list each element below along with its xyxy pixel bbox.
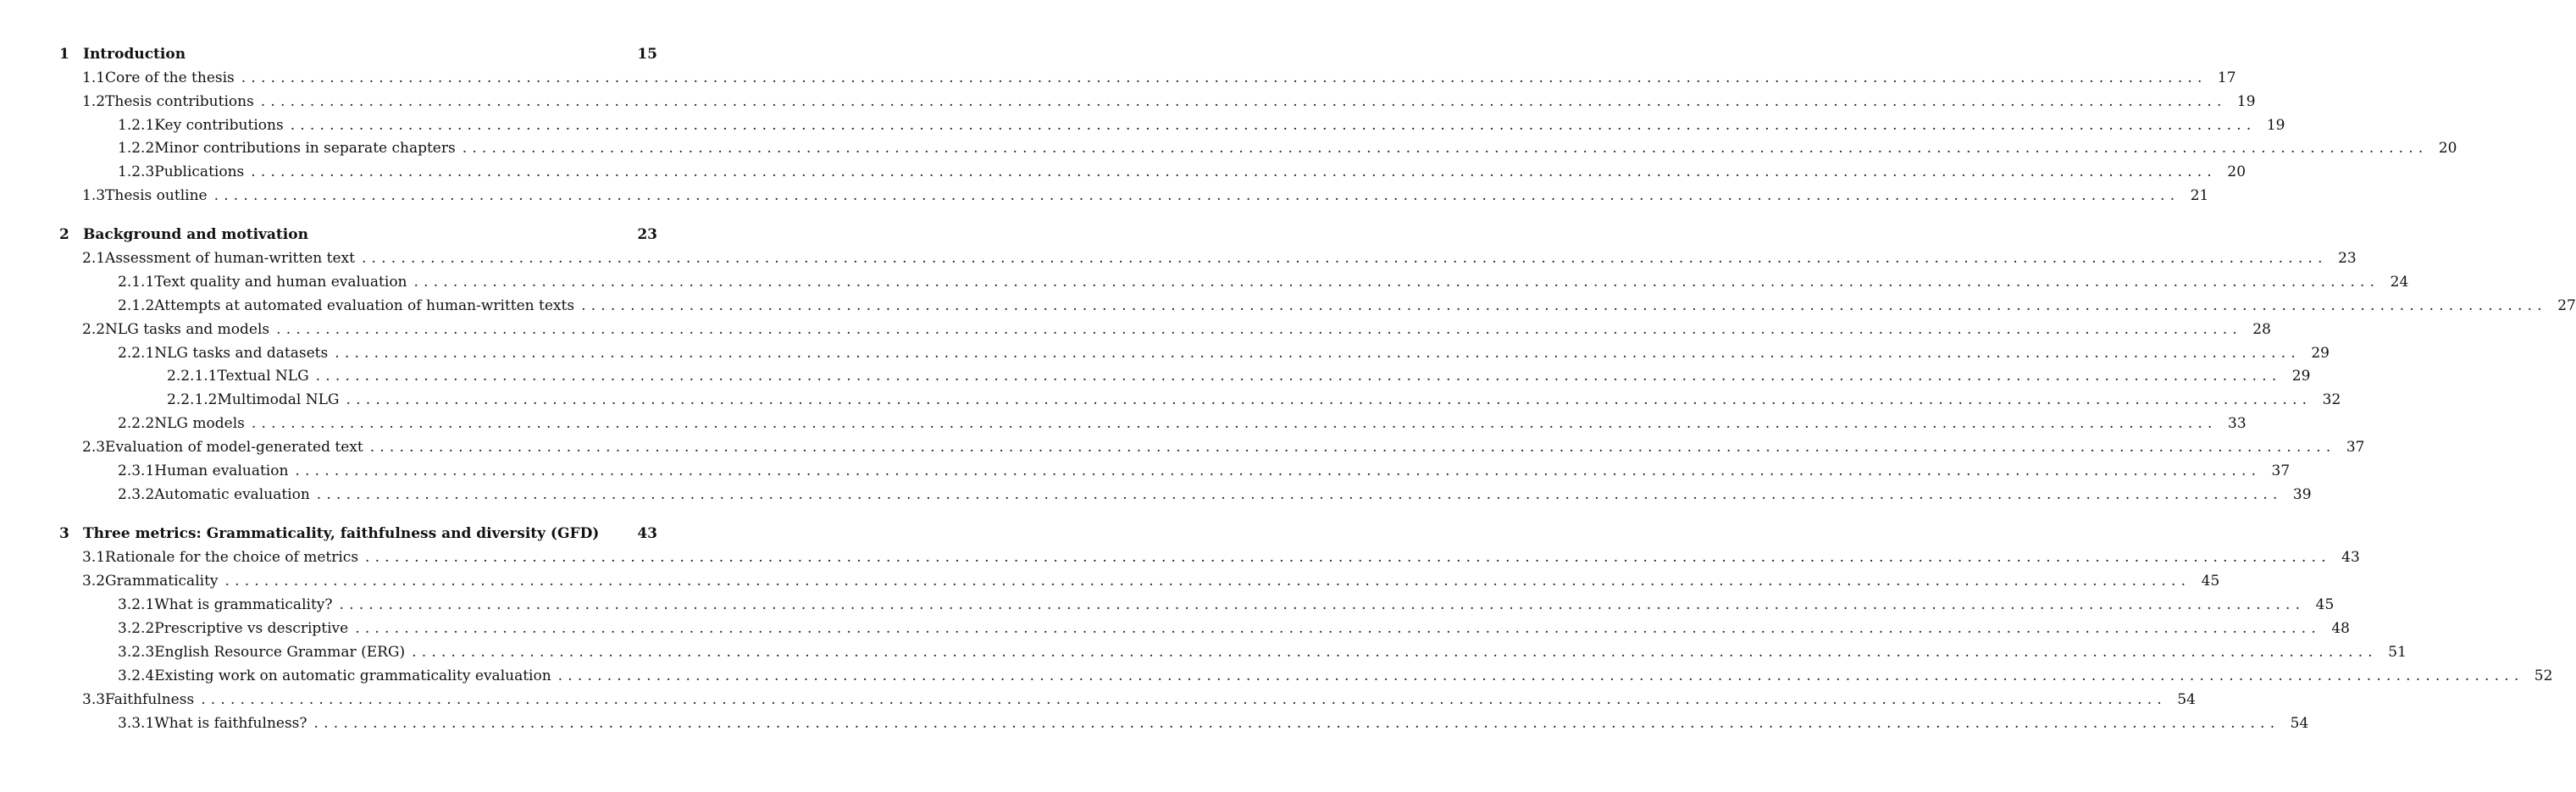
dot-leader: ........................................................................................................................................................................................................ <box>315 368 2282 385</box>
toc-entry-title: Multimodal NLG <box>217 391 340 408</box>
dot-leader: ........................................................................................................................................................................................................ <box>462 140 2429 157</box>
toc-entry-subsection[interactable] <box>118 642 2407 662</box>
toc-entry-page: 20 <box>2438 140 2457 157</box>
toc-entry-number: 1.2.3 <box>118 163 155 180</box>
dot-leader: ........................................................................................................................................................................................................ <box>361 250 2328 267</box>
toc-entry-title: Existing work on automatic grammaticality evaluation <box>154 667 551 684</box>
toc-entry-number: 3.3 <box>82 691 106 708</box>
toc-entry-page: 19 <box>2236 93 2256 110</box>
toc-entry-title: Text quality and human evaluation <box>154 274 407 291</box>
toc-entry-page: 45 <box>2315 596 2335 613</box>
toc-entry-subsection[interactable] <box>118 272 2409 292</box>
toc-entry-subsection[interactable] <box>118 162 2246 182</box>
toc-entry-title: English Resource Grammar (ERG) <box>154 644 406 661</box>
toc-entry-number: 2.1.1 <box>118 274 155 291</box>
toc-entry-subsection[interactable] <box>118 666 2553 686</box>
toc-entry-page: 45 <box>2201 573 2220 590</box>
toc-entry-subsection[interactable] <box>118 485 2312 505</box>
dot-leader: ........................................................................................................................................................................................................ <box>260 93 2227 110</box>
toc-entry-number: 3.3.1 <box>118 715 155 732</box>
toc-entry-subsection[interactable] <box>118 296 2576 316</box>
toc-entry-title: Core of the thesis <box>105 69 235 86</box>
toc-entry-page: 52 <box>2534 667 2553 684</box>
toc-entry-number: 2.2 <box>82 321 106 338</box>
toc-entry-title: Publications <box>154 163 245 180</box>
toc-entry-title: NLG tasks and datasets <box>154 345 329 362</box>
toc-entry-section[interactable] <box>82 690 2196 710</box>
toc-entry-number: 2 <box>59 226 69 243</box>
toc-entry-subsubsection[interactable] <box>167 366 2311 386</box>
toc-entry-section[interactable] <box>82 91 2256 112</box>
toc-entry-number: 1.2.2 <box>118 140 155 157</box>
toc-entry-title: Rationale for the choice of metrics <box>105 549 359 566</box>
toc-entry-title: NLG models <box>154 415 245 432</box>
toc-entry-page: 39 <box>2292 486 2312 503</box>
dot-leader: ........................................................................................................................................................................................................ <box>213 187 2180 204</box>
toc-entry-page: 24 <box>2390 274 2409 291</box>
toc-entry-number: 3.2 <box>82 573 106 590</box>
toc-entry-page: 28 <box>2252 321 2271 338</box>
toc-entry-subsection[interactable] <box>118 343 2329 363</box>
toc-entry-subsection[interactable] <box>118 618 2350 639</box>
toc-entry-page: 29 <box>2291 368 2311 385</box>
toc-entry-number: 1.2 <box>82 93 106 110</box>
toc-entry-title: What is faithfulness? <box>154 715 307 732</box>
dot-leader: ........................................................................................................................................................................................................ <box>295 462 2262 479</box>
toc-entry-page: 23 <box>637 226 657 243</box>
toc-entry-number: 3.2.3 <box>118 644 155 661</box>
toc-entry-subsubsection[interactable] <box>167 390 2341 410</box>
toc-entry-subsection[interactable] <box>118 595 2335 615</box>
toc-entry-chapter[interactable] <box>59 44 657 64</box>
toc-entry-page: 43 <box>637 525 657 542</box>
toc-entry-title: Human evaluation <box>154 462 289 479</box>
dot-leader: ........................................................................................................................................................................................................ <box>313 715 2280 732</box>
toc-entry-page: 48 <box>2331 620 2350 637</box>
toc-entry-number: 1.3 <box>82 187 106 204</box>
toc-entry-title: Grammaticality <box>105 573 219 590</box>
toc-entry-page: 23 <box>2338 250 2357 267</box>
dot-leader: ........................................................................................................................................................................................................ <box>413 274 2380 291</box>
toc-entry-number: 1 <box>59 46 69 63</box>
dot-leader: ........................................................................................................................................................................................................ <box>369 439 2336 456</box>
toc-entry-number: 3.2.4 <box>118 667 155 684</box>
dot-leader: ........................................................................................................................................................................................................ <box>339 596 2306 613</box>
toc-entry-title: What is grammaticality? <box>154 596 333 613</box>
toc-entry-number: 1.2.1 <box>118 117 155 134</box>
toc-entry-title: Attempts at automated evaluation of human-written texts <box>154 297 575 314</box>
toc-entry-section[interactable] <box>82 248 2357 269</box>
toc-entry-number: 2.2.1 <box>118 345 155 362</box>
toc-entry-title: Faithfulness <box>105 691 195 708</box>
toc-entry-number: 2.3 <box>82 439 106 456</box>
toc-entry-page: 37 <box>2346 439 2365 456</box>
toc-entry-section[interactable] <box>82 437 2365 457</box>
toc-entry-number: 2.1.2 <box>118 297 155 314</box>
toc-entry-title: Key contributions <box>154 117 284 134</box>
dot-leader: ........................................................................................................................................................................................................ <box>316 486 2283 503</box>
dot-leader: ........................................................................................................................................................................................................ <box>412 644 2378 661</box>
toc-entry-title: Background and motivation <box>83 226 308 243</box>
dot-leader: ........................................................................................................................................................................................................ <box>241 69 2208 86</box>
toc-entry-page: 15 <box>637 46 657 63</box>
toc-entry-page: 33 <box>2228 415 2246 432</box>
dot-leader: ........................................................................................................................................................................................................ <box>335 345 2301 362</box>
toc-entry-number: 2.3.1 <box>118 462 155 479</box>
toc-entry-title: Textual NLG <box>217 368 309 385</box>
dot-leader: ........................................................................................................................................................................................................ <box>355 620 2321 637</box>
toc-entry-subsection[interactable] <box>118 713 2309 734</box>
toc-entry-number: 2.3.2 <box>118 486 155 503</box>
toc-entry-page: 20 <box>2227 163 2246 180</box>
toc-entry-number: 2.2.1.1 <box>167 368 218 385</box>
toc-entry-page: 27 <box>2557 297 2576 314</box>
toc-entry-page: 37 <box>2271 462 2291 479</box>
dot-leader: ........................................................................................................................................................................................................ <box>276 321 2242 338</box>
toc-entry-title: Assessment of human-written text <box>105 250 355 267</box>
toc-entry-page: 43 <box>2341 549 2360 566</box>
toc-entry-number: 3.2.1 <box>118 596 155 613</box>
toc-entry-title: Three metrics: Grammaticality, faithfulness and diversity (GFD) <box>83 525 600 542</box>
toc-entry-number: 2.2.2 <box>118 415 155 432</box>
toc-entry-title: NLG tasks and models <box>105 321 270 338</box>
dot-leader: ........................................................................................................................................................................................................ <box>251 415 2218 432</box>
dot-leader: ........................................................................................................................................................................................................ <box>201 691 2167 708</box>
toc-entry-subsection[interactable] <box>118 413 2246 434</box>
dot-leader: ........................................................................................................................................................................................................ <box>557 667 2524 684</box>
toc-entry-title: Introduction <box>83 46 186 63</box>
toc-entry-title: Prescriptive vs descriptive <box>154 620 349 637</box>
toc-entry-section[interactable] <box>82 68 2236 88</box>
toc-entry-page: 54 <box>2290 715 2309 732</box>
dot-leader: ........................................................................................................................................................................................................ <box>224 573 2191 590</box>
toc-entry-subsection[interactable] <box>118 461 2291 481</box>
toc-entry-chapter[interactable] <box>59 523 657 544</box>
dot-leader: ........................................................................................................................................................................................................ <box>251 163 2218 180</box>
dot-leader: ........................................................................................................................................................................................................ <box>346 391 2313 408</box>
toc-entry-number: 1.1 <box>82 69 106 86</box>
toc-entry-subsection[interactable] <box>118 138 2457 158</box>
toc-entry-number: 3.2.2 <box>118 620 155 637</box>
toc-entry-page: 29 <box>2311 345 2329 362</box>
toc-entry-number: 2.1 <box>82 250 106 267</box>
toc-entry-page: 19 <box>2266 117 2285 134</box>
toc-entry-title: Thesis contributions <box>105 93 254 110</box>
toc-entry-page: 51 <box>2388 644 2407 661</box>
toc-entry-section[interactable] <box>82 186 2209 206</box>
toc-entry-number: 3.1 <box>82 549 106 566</box>
toc-entry-chapter[interactable] <box>59 224 657 245</box>
toc-entry-section[interactable] <box>82 571 2220 591</box>
toc-entry-title: Automatic evaluation <box>154 486 310 503</box>
toc-entry-number: 2.2.1.2 <box>167 391 218 408</box>
toc-entry-page: 17 <box>2217 69 2236 86</box>
toc-entry-page: 32 <box>2322 391 2341 408</box>
toc-entry-subsection[interactable] <box>118 115 2285 136</box>
dot-leader: ........................................................................................................................................................................................................ <box>365 549 2331 566</box>
toc-entry-title: Evaluation of model-generated text <box>105 439 363 456</box>
toc-entry-page: 54 <box>2177 691 2196 708</box>
toc-entry-number: 3 <box>59 525 69 542</box>
toc-entry-title: Minor contributions in separate chapters <box>154 140 456 157</box>
toc-entry-page: 21 <box>2190 187 2209 204</box>
toc-entry-section[interactable] <box>82 319 2271 340</box>
toc-entry-title: Thesis outline <box>105 187 208 204</box>
toc-entry-section[interactable] <box>82 547 2360 568</box>
dot-leader: ........................................................................................................................................................................................................ <box>581 297 2547 314</box>
dot-leader: ........................................................................................................................................................................................................ <box>290 117 2257 134</box>
